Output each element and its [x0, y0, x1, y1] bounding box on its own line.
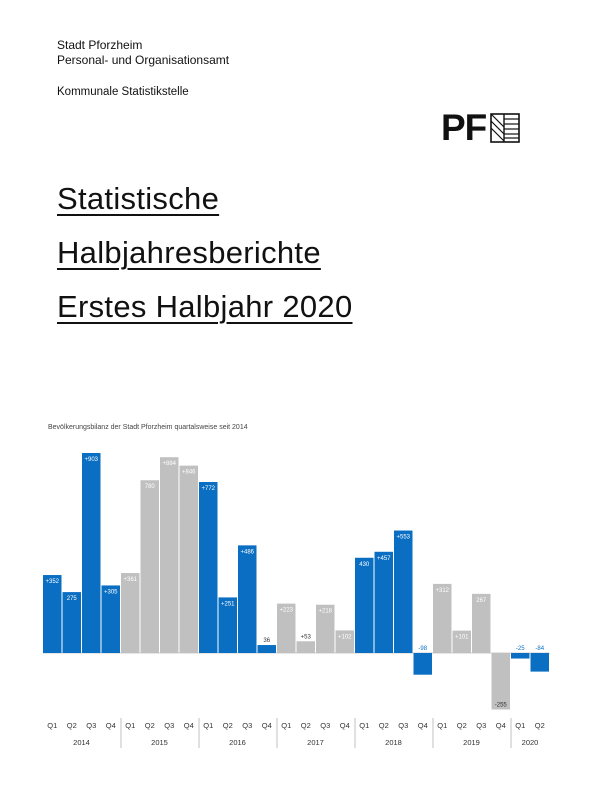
bar-value-label: +361	[123, 577, 138, 584]
bar	[180, 466, 199, 653]
x-tick-label: Q2	[222, 721, 233, 730]
bar-value-label: -84	[535, 646, 545, 652]
x-tick-label: Q2	[300, 721, 311, 730]
x-tick-label: Q4	[261, 721, 272, 730]
year-label: 2014	[73, 738, 90, 747]
bar-value-label: +352	[45, 579, 60, 586]
year-label: 2017	[307, 738, 324, 747]
x-tick-label: Q1	[47, 721, 58, 730]
x-tick-label: Q1	[515, 721, 526, 730]
x-tick-label: Q2	[378, 721, 389, 730]
bar-value-label: +53	[300, 634, 311, 641]
x-tick-label: Q1	[203, 721, 214, 730]
bar-value-label: +251	[220, 601, 235, 608]
bar-value-label: +102	[337, 634, 352, 641]
bar-value-label: +884	[162, 461, 177, 468]
bar-value-label: 275	[66, 596, 77, 603]
bar-value-label: +903	[84, 457, 99, 463]
bar	[375, 552, 394, 653]
x-tick-label: Q2	[534, 721, 545, 730]
bar	[43, 575, 62, 653]
bar-value-label: +101	[454, 634, 469, 641]
bar-value-label: +223	[279, 607, 294, 614]
org-name: Stadt Pforzheim	[57, 38, 143, 52]
bar	[199, 482, 218, 653]
x-tick-label: Q2	[66, 721, 77, 730]
x-tick-label: Q3	[320, 721, 331, 730]
bar-value-label: 36	[263, 638, 271, 645]
x-tick-label: Q1	[125, 721, 136, 730]
bar	[297, 641, 316, 653]
bar	[258, 645, 277, 653]
year-label: 2015	[151, 738, 168, 747]
bar-value-label: -25	[515, 646, 525, 652]
x-tick-label: Q3	[242, 721, 253, 730]
x-tick-label: Q4	[339, 721, 350, 730]
bar	[355, 558, 374, 653]
x-tick-label: Q1	[281, 721, 292, 730]
year-label: 2019	[463, 738, 480, 747]
title-line-3: Erstes Halbjahr 2020	[57, 289, 353, 324]
org-department: Personal- und Organisationsamt	[57, 53, 230, 67]
x-tick-label: Q3	[398, 721, 409, 730]
title-line-1: Statistische	[57, 181, 220, 216]
org-unit: Kommunale Statistikstelle	[57, 86, 189, 98]
bar-value-label: +305	[103, 589, 118, 596]
bar	[511, 653, 530, 659]
x-tick-label: Q2	[456, 721, 467, 730]
chart-title: Bevölkerungsbilanz der Stadt Pforzheim quartalsweise seit 2014	[48, 424, 248, 431]
bar-value-label: -98	[418, 646, 428, 652]
year-label: 2016	[229, 738, 246, 747]
x-tick-label: Q1	[437, 721, 448, 730]
bar-value-label: 430	[359, 561, 370, 568]
bar-value-label: +457	[376, 555, 391, 562]
year-label: 2018	[385, 738, 402, 747]
x-tick-label: Q3	[86, 721, 97, 730]
bar	[160, 457, 179, 653]
bar-value-label: +486	[240, 549, 255, 556]
bar-value-label: 780	[144, 484, 155, 491]
bar-value-label: 267	[476, 597, 487, 604]
bar	[102, 585, 121, 653]
bar	[531, 653, 550, 672]
bar	[238, 545, 257, 653]
bar-value-label: +312	[435, 587, 450, 594]
x-tick-label: Q3	[476, 721, 487, 730]
x-tick-label: Q4	[105, 721, 116, 730]
bar-value-label: +772	[201, 486, 216, 493]
logo-text: PF	[441, 107, 487, 148]
bar	[121, 573, 140, 653]
x-tick-label: Q4	[495, 721, 506, 730]
year-label: 2020	[521, 738, 539, 747]
title-line-2: Halbjahresberichte	[57, 235, 321, 270]
x-tick-label: Q4	[183, 721, 194, 730]
bar-value-label: +846	[181, 469, 196, 476]
bar	[82, 453, 101, 653]
bar	[414, 653, 433, 675]
bar	[141, 480, 160, 653]
bar-value-label: +553	[396, 534, 411, 541]
bar-value-label: +218	[318, 608, 333, 615]
bar	[492, 653, 511, 709]
bar	[433, 584, 452, 653]
x-tick-label: Q1	[359, 721, 370, 730]
x-tick-label: Q2	[144, 721, 155, 730]
bar-value-label: -255	[494, 702, 507, 709]
x-tick-label: Q3	[164, 721, 175, 730]
bar	[394, 531, 413, 653]
x-tick-label: Q4	[417, 721, 428, 730]
